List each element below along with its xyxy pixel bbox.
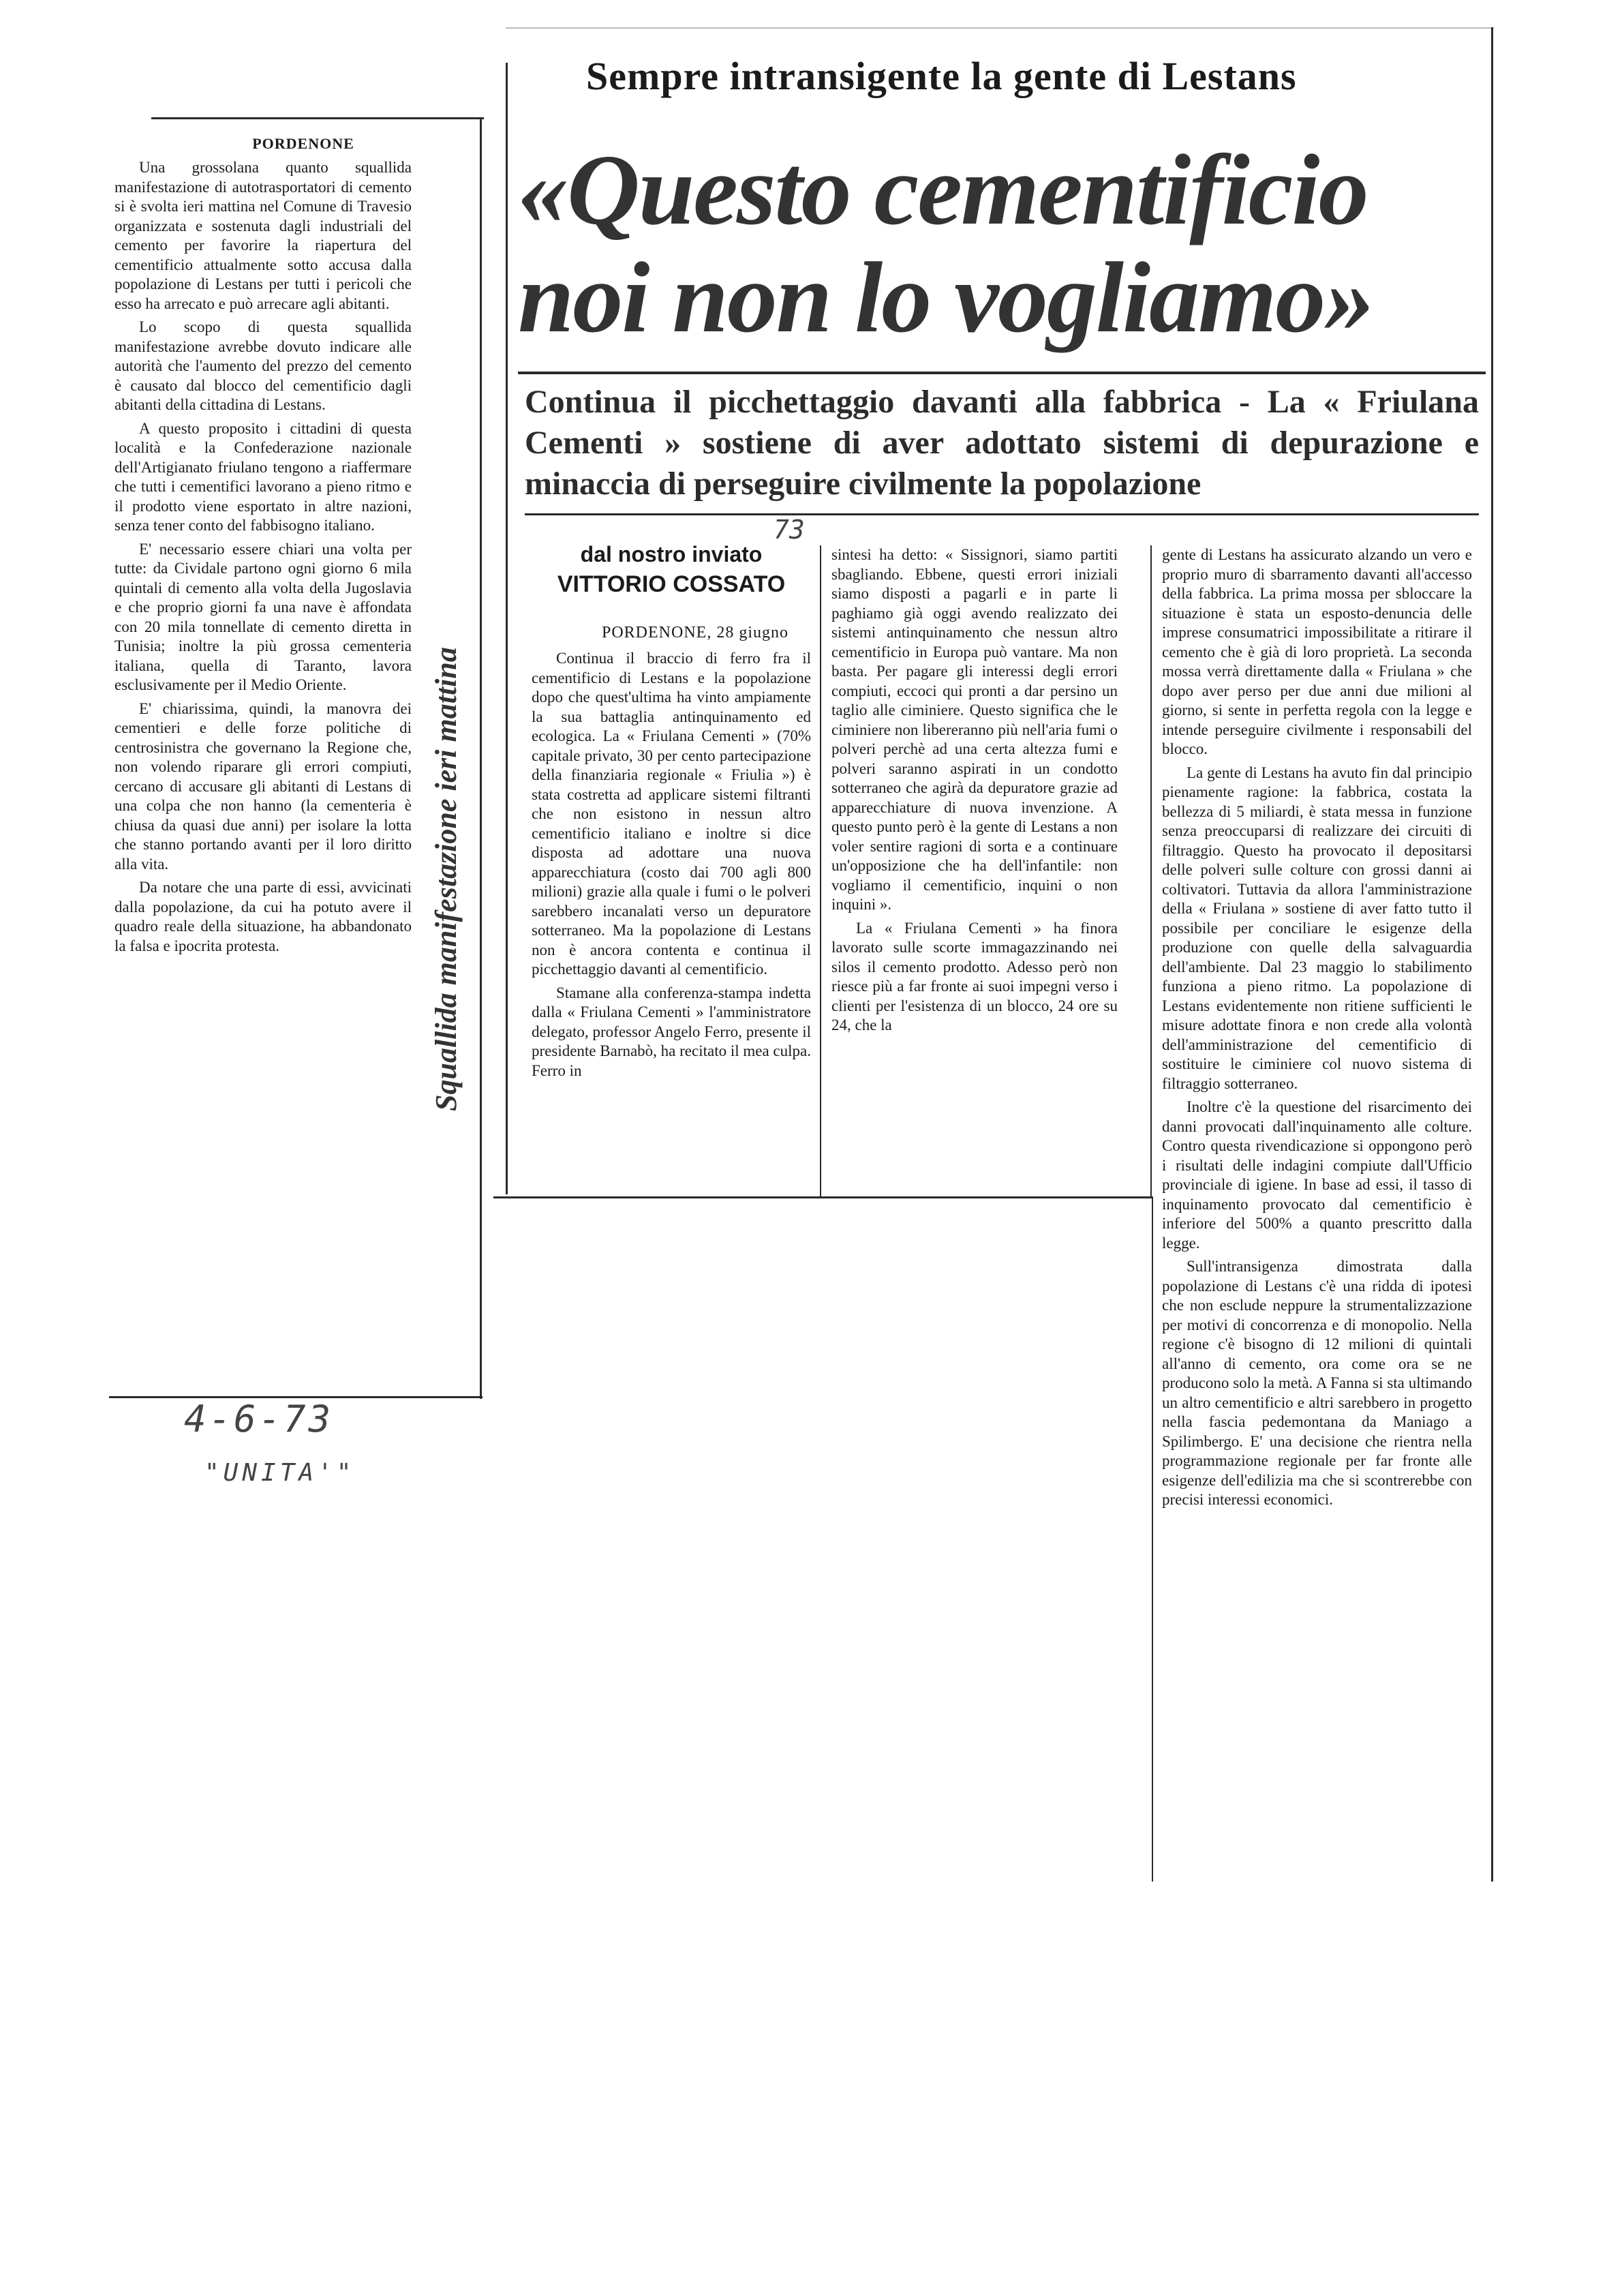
sidebar-vertical-title-box: [416, 429, 470, 1111]
sidebar-place: PORDENONE: [252, 135, 354, 152]
sidebar-top-border: [151, 117, 484, 119]
handwritten-date: 4-6-73: [184, 1398, 334, 1440]
column-divider-2: [1150, 545, 1152, 1196]
article-column-2: [831, 545, 1118, 1036]
sidebar-column: [114, 158, 412, 956]
article-paragraph: gente di Lestans ha assicurato alzando un vero e proprio muro di sbarramento davanti all'accesso della fabbrica. La prima mossa per sbloccare la situazione è stata un esposto-denuncia delle imprese consumatrici impossibilitate a ritirare il cemento che è già di loro proprietà. La seconda mossa verrà direttamente dalla « Friulana » che dopo aver perso per due anni due milioni al giorno, si sente in perfetta regola con la legge e intende perseguire civilmente i responsabili del blocco.: [1162, 546, 1472, 757]
article-paragraph: sintesi ha detto: « Sissignori, siamo partiti sbagliando. Ebbene, questi errori iniziali siamo disposti a pagarli e in parte li paghiamo già oggi avendo realizzato dei sistemi antinquinamento che nessun altro cementificio in Europa può vantare. Ma non basta. Per pagare gli interessi degli errori compiuti, eccoci qui pronti a dar persino un taglio alle ciminiere. Questo significa che le ciminiere non libereranno più nell'aria fumi o polveri perchè ad una certa altezza fumi e polveri saranno aspirati in un condotto sotterraneo che agirà da depuratore grazie ad apparecchiature di nuova invenzione. A questo punto però è la gente di Lestans a non voler sentire ragioni di sorta e a continuare un'opposizione che ha dell'infantile: non vogliamo il cementificio, inquini o non inquini ».: [831, 546, 1118, 913]
columns-bottom-rule: [493, 1196, 1152, 1198]
article-column-3: [1162, 545, 1472, 1510]
article-paragraph: Inoltre c'è la questione del risarcimento dei danni provocati dall'inquinamento alle colture. Contro questa rivendicazione si oppongono però i risultati delle indagini compiute dall'Ufficio provinciale di igiene. In base ad essi, il tasso di inquinamento provocato dal cementificio è inferiore del 500% a quanto prescritto dalla legge.: [1162, 1098, 1472, 1252]
sidebar-vertical-title: Squallida manifestazione ieri mattina: [429, 647, 463, 1111]
sidebar-paragraph: Da notare che una parte di essi, avvicinati dalla popolazione, da cui ha potuto avere il quadro reale della situazione, ha abbandonato la falsa e ipocrita protesta.: [114, 879, 412, 954]
headline-underline: [518, 372, 1486, 374]
article-paragraph: Sull'intransigenza dimostrata dalla popolazione di Lestans c'è una ridda di ipotesi che non esclude neppure la strumentalizzazione per motivi di concorrenza e di monopolio. Nella regione c'è bisogno di 12 milioni di quintali all'anno di cemento, ora come ora se ne producono solo la metà. A Fanna si sta ultimando un altro cementificio e altri sarebbero in progetto nella fascia pedemontana da Maniago a Spilimbergo. E' una decisione che rientra nella programmazione regionale per far fronte alle esigenze dell'edilizia ma che si scontrerebbe con precisi interessi economici.: [1162, 1258, 1472, 1508]
clipping-top-edge: [506, 27, 1494, 29]
article-paragraph: Continua il braccio di ferro fra il cementificio di Lestans e la popolazione dopo che quest'ultima ha vinto ampiamente la sua battaglia antinquinamento ed ecologica. La « Friulana Cementi » (70% capitale privato, 30 per cento partecipazione della finanziaria regionale « Friulia ») è stata costretta ad applicare sistemi filtranti che non esistono in nessun altro cementificio italiano e inoltre si dice disposta ad adottare una nuova apparecchiatura (costo dai 700 agli 800 milioni) grazie alla quale i fumi o le polveri sarebbero incanalati verso un depuratore sotterraneo. Ma la popolazione di Lestans non è ancora contenta e continua il picchettaggio davanti al cementificio.: [532, 650, 811, 978]
handwritten-source: "UNITA'": [204, 1459, 356, 1487]
clipping-left-border: [506, 63, 508, 1194]
sidebar-paragraph: E' chiarissima, quindi, la manovra dei cementieri e delle forze politiche di centrosinistra che governano la Regione che, non volendo riparare gli errori compiuti, cercano di accusare gli abitanti di Lestans di una colpa che non hanno (la cementeria è chiusa da quasi due anni) per isolare la lotta che stanno portando avanti per il loro diritto alla vita.: [114, 699, 412, 873]
sidebar-paragraph: Lo scopo di questa squallida manifestazione avrebbe dovuto indicare alle autorità che l'aumento del prezzo del cemento è causato dal blocco del cementificio dagli abitanti della cittadina di Lestans.: [114, 318, 412, 413]
column-divider-1: [820, 545, 821, 1196]
byline-name: VITTORIO COSSATO: [557, 571, 786, 597]
byline: [532, 542, 811, 598]
deck-underline: [525, 513, 1479, 515]
article-headline: «Questo cementificio noi non lo vogliamo»: [518, 134, 1374, 354]
sidebar-paragraph: A questo proposito i cittadini di questa località e la Confederazione nazionale dell'Artigianato friulano tengono a riaffermare che tutti i cementifici lavorano a pieno ritmo e il prodotto viene esportato in altre nazioni, senza tener conto del fabbisogno italiano.: [114, 419, 412, 534]
dateline: PORDENONE, 28 giugno: [601, 624, 789, 641]
sidebar-paragraph: Una grossolana quanto squallida manifestazione di autotrasportatori di cemento si è svolta ieri mattina nel Comune di Travesio organizzata e sostenuta dagli industriali del cemento per favorire la riapertura del cementificio attualmente sotto accusa dalla popolazione di Lestans per tutti i pericoli che esso ha arrecato e può arrecare agli abitanti.: [114, 159, 412, 312]
sidebar-paragraph: E' necessario essere chiari una volta per tutte: da Cividale partono ogni giorno 6 mila quintali di cemento alla volta della Jugoslavia e che proprio giorni fa una nave è affondata con 20 mila tonnellate di cemento diretta in Tunisia; inoltre la più grossa cementeria italiana, quella di Taranto, lavora esclusivamente per il Medio Oriente.: [114, 540, 412, 693]
column-3-left-border: [1152, 1196, 1153, 1882]
handwritten-page-number: 73: [774, 515, 805, 545]
article-kicker: Sempre intransigente la gente di Lestans: [586, 54, 1297, 98]
article-deck: Continua il picchettaggio davanti alla fabbrica - La « Friulana Cementi » sostiene di aver adottato sistemi di depurazione e minaccia di perseguire civilmente la popolazione: [525, 384, 1479, 502]
article-paragraph: La « Friulana Cementi » ha finora lavorato sulle scorte immagazzinando nei silos il cemento prodotto. Adesso però non riesce più a far fronte ai suoi impegni verso i clienti per l'esistenza di un blocco, 24 ore su 24, che la: [831, 919, 1118, 1033]
article-paragraph: La gente di Lestans ha avuto fin dal principio pienamente ragione: la fabbrica, costata la bellezza di 5 miliardi, è stata messa in funzione senza preoccuparsi di realizzare dei circuiti di filtraggio. Questo ha provocato il depositarsi delle polveri sulle colture con grossi danni ai coltivatori. Tuttavia da allora l'amministrazione della « Friulana » sostiene di aver fatto tutto il possibile per conciliare le esigenze della produzione con quelle della salvaguardia dell'ambiente. Dal 23 maggio lo stabilimento funziona a pieno ritmo. La popolazione di Lestans evidentemente non ritiene sufficienti le misure adottate finora e non crede alla volontà dell'amministrazione del cementificio di sostituire le ciminiere col nuovo sistema di filtraggio sotterraneo.: [1162, 764, 1472, 1092]
article-column-1: [532, 649, 811, 1081]
article-paragraph: Stamane alla conferenza-stampa indetta dalla « Friulana Cementi » l'amministratore delegato, professor Angelo Ferro, presente il presidente Barnabò, ha recitato il mea culpa. Ferro in: [532, 984, 811, 1079]
byline-intro: dal nostro inviato: [580, 542, 763, 567]
